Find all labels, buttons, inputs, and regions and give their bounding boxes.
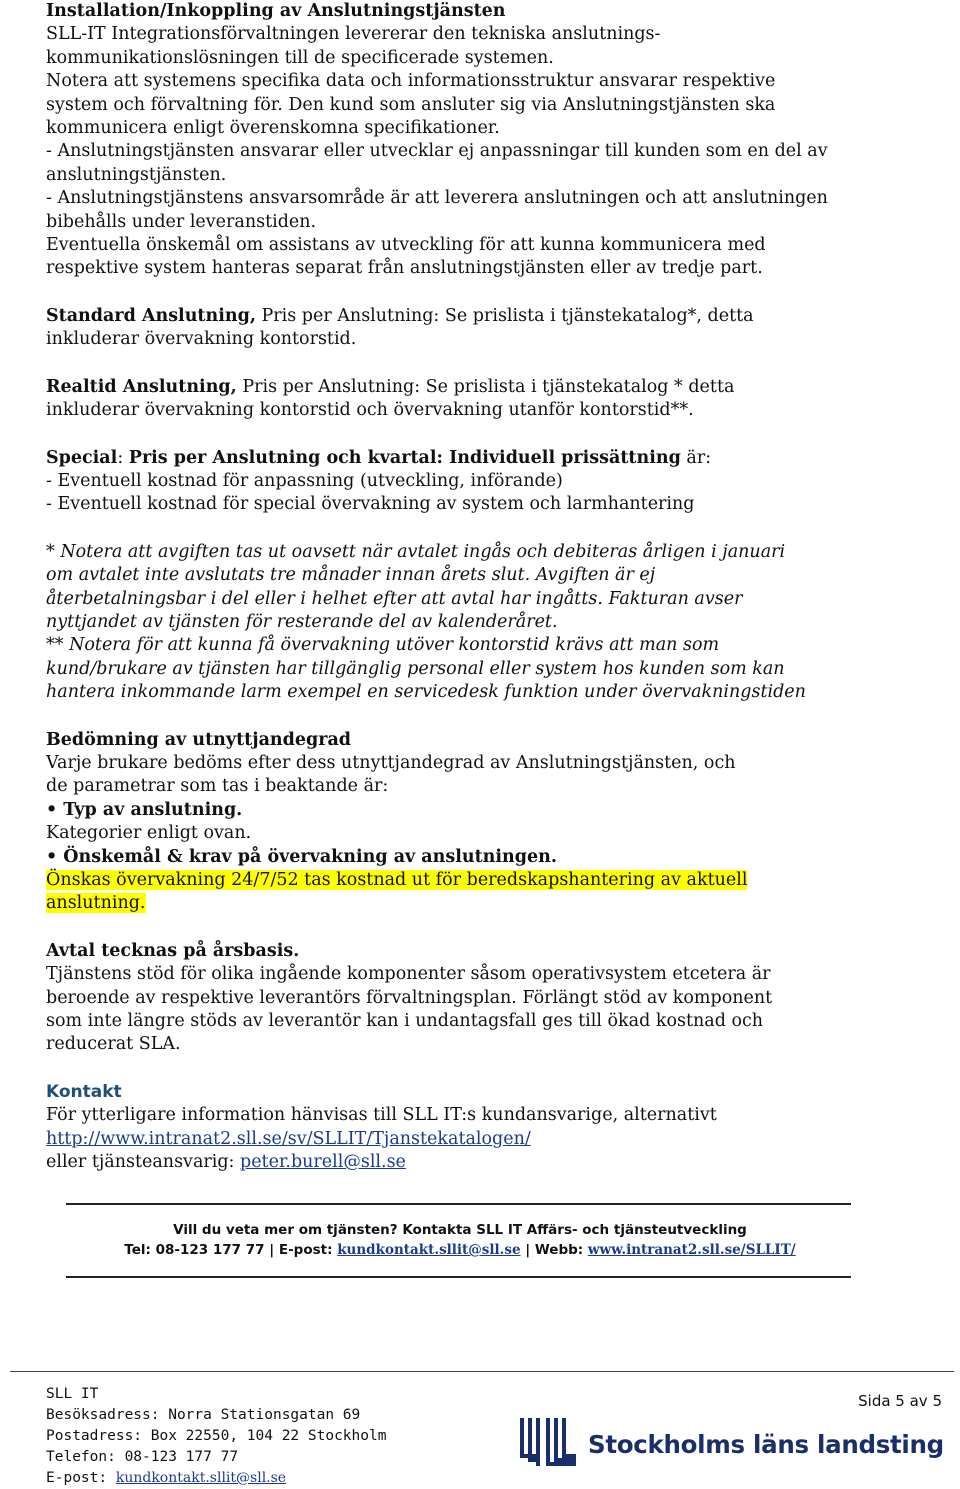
body-line: Kategorier enligt ovan. [46,823,252,844]
footer-email-link[interactable]: kundkontakt.sllit@sll.se [337,1242,521,1258]
standard-label: Standard Anslutning, [46,305,256,326]
body-line: - Anslutningstjänstens ansvarsområde är att leverera anslutningen och att anslutningen [46,188,828,209]
special-paragraph: Special: Pris per Anslutning och kvartal: Individuell prissättning är: [46,447,712,468]
note-line: återbetalningsbar i del eller i helhet efter att avtal har ingåtts. Fakturan avser [46,588,743,609]
body-line: - Eventuell kostnad för anpassning (utveckling, införande) [46,470,563,491]
logo-wordmark: Stockholms läns landsting [588,1430,944,1459]
body-line: Varje brukare bedöms efter dess utnyttjandegrad av Anslutningstjänsten, och [46,752,736,773]
address-email-link[interactable]: kundkontakt.sllit@sll.se [115,1470,287,1486]
body-line: kommunicera enligt överenskomna specifikationer. [46,118,500,139]
body-line: inkluderar övervakning kontorstid. [46,329,357,350]
section-heading-bedomning: Bedömning av utnyttjandegrad [46,729,352,750]
section-heading-avtal: Avtal tecknas på årsbasis. [46,940,300,961]
email-line: E-post: kundkontakt.sllit@sll.se [46,1470,287,1486]
body-line: Eventuella önskemål om assistans av utveckling för att kunna kommunicera med [46,235,766,256]
footer-box [0,1220,920,1260]
note-line: kund/brukare av tjänsten har tillgänglig personal eller system hos kunden som kan [46,658,785,679]
body-line: - Anslutningstjänsten ansvarar eller utvecklar ej anpassningar till kunden som en del av [46,141,828,162]
body-line: de parametrar som tas i beaktande är: [46,776,389,797]
phone-number: Telefon: 08-123 177 77 [46,1449,239,1465]
body-line: kommunikationslösningen till de specificerade systemen. [46,47,554,68]
footer-divider [66,1276,851,1278]
realtid-label: Realtid Anslutning, [46,376,237,397]
document-body [46,0,916,1174]
body-line: Notera att systemens specifika data och informationsstruktur ansvarar respektive [46,71,776,92]
footer-web-link[interactable]: www.intranat2.sll.se/SLLIT/ [587,1242,796,1258]
realtid-paragraph [46,376,916,399]
special-pricing: Pris per Anslutning och kvartal: Individuell prissättning [128,447,681,468]
catalog-link[interactable]: http://www.intranat2.sll.se/sv/SLLIT/Tjanstekatalogen/ [46,1128,531,1149]
realtid-text: Pris per Anslutning: Se prislista i tjänstekatalog * detta [236,376,735,397]
body-line: reducerat SLA. [46,1034,181,1055]
note-line: hantera inkommande larm exempel en servicedesk funktion under övervakningstiden [46,682,806,703]
note-line: om avtalet inte avslutats tre månader innan årets slut. Avgiften är ej [46,565,656,586]
highlighted-line: anslutning. [46,893,146,914]
org-name: SLL IT [46,1386,99,1402]
bullet-item: • Önskemål & krav på övervakning av anslutningen. [46,846,557,867]
standard-paragraph [46,305,916,328]
section-heading-kontakt: Kontakt [46,1081,122,1102]
page-number: Sida 5 av 5 [858,1392,942,1410]
email-link[interactable]: peter.burell@sll.se [240,1152,406,1173]
body-line: - Eventuell kostnad för special övervakning av system och larmhantering [46,494,695,515]
footer-line: Vill du veta mer om tjänsten? Kontakta SLL IT Affärs- och tjänsteutveckling [173,1222,747,1238]
body-line: respektive system hanteras separat från anslutningstjänsten eller av tredje part. [46,258,763,279]
body-line: beroende av respektive leverantörs förvaltningsplan. Förlängt stöd av komponent [46,987,773,1008]
special-label: Special [46,447,118,468]
body-line: SLL-IT Integrationsförvaltningen levererar den tekniska anslutnings- [46,24,661,45]
postal-address: Postadress: Box 22550, 104 22 Stockholm [46,1428,387,1444]
body-line: anslutningstjänsten. [46,164,227,185]
note-line: * Notera att avgiften tas ut oavsett när avtalet ingås och debiteras årligen i januari [46,541,786,562]
body-line: bibehålls under leveranstiden. [46,211,317,232]
note-line: ** Notera för att kunna få övervakning utöver kontorstid krävs att man som [46,635,720,656]
footer-contact-line: Tel: 08-123 177 77 | E-post: kundkontakt.sllit@sll.se | Webb: www.intranat2.sll.se/SLLIT/ [124,1242,796,1258]
standard-text: Pris per Anslutning: Se prislista i tjänstekatalog*, detta [255,305,754,326]
body-line: Tjänstens stöd för olika ingående komponenter såsom operativsystem etcetera är [46,964,771,985]
section-heading-installation: Installation/Inkoppling av Anslutningstjänsten [46,1,506,21]
highlighted-line: Önskas övervakning 24/7/52 tas kostnad ut för beredskapshantering av aktuell [46,870,748,890]
body-line: system och förvaltning för. Den kund som ansluter sig via Anslutningstjänsten ska [46,94,776,115]
contact-line: eller tjänsteansvarig: peter.burell@sll.se [46,1152,406,1173]
body-line: inkluderar övervakning kontorstid och övervakning utanför kontorstid**. [46,400,694,421]
page-footer-divider [10,1371,954,1372]
bullet-item: • Typ av anslutning. [46,799,243,820]
body-line: som inte längre stöds av leverantör kan i undantagsfall ges till ökad kostnad och [46,1011,764,1032]
address-block [46,1384,386,1489]
body-line: För ytterligare information hänvisas till SLL IT:s kundansvarige, alternativt [46,1105,717,1126]
note-line: nyttjandet av tjänsten för resterande del av kalenderåret. [46,611,558,632]
footer-divider [66,1203,851,1205]
visit-address: Besöksadress: Norra Stationsgatan 69 [46,1407,361,1423]
